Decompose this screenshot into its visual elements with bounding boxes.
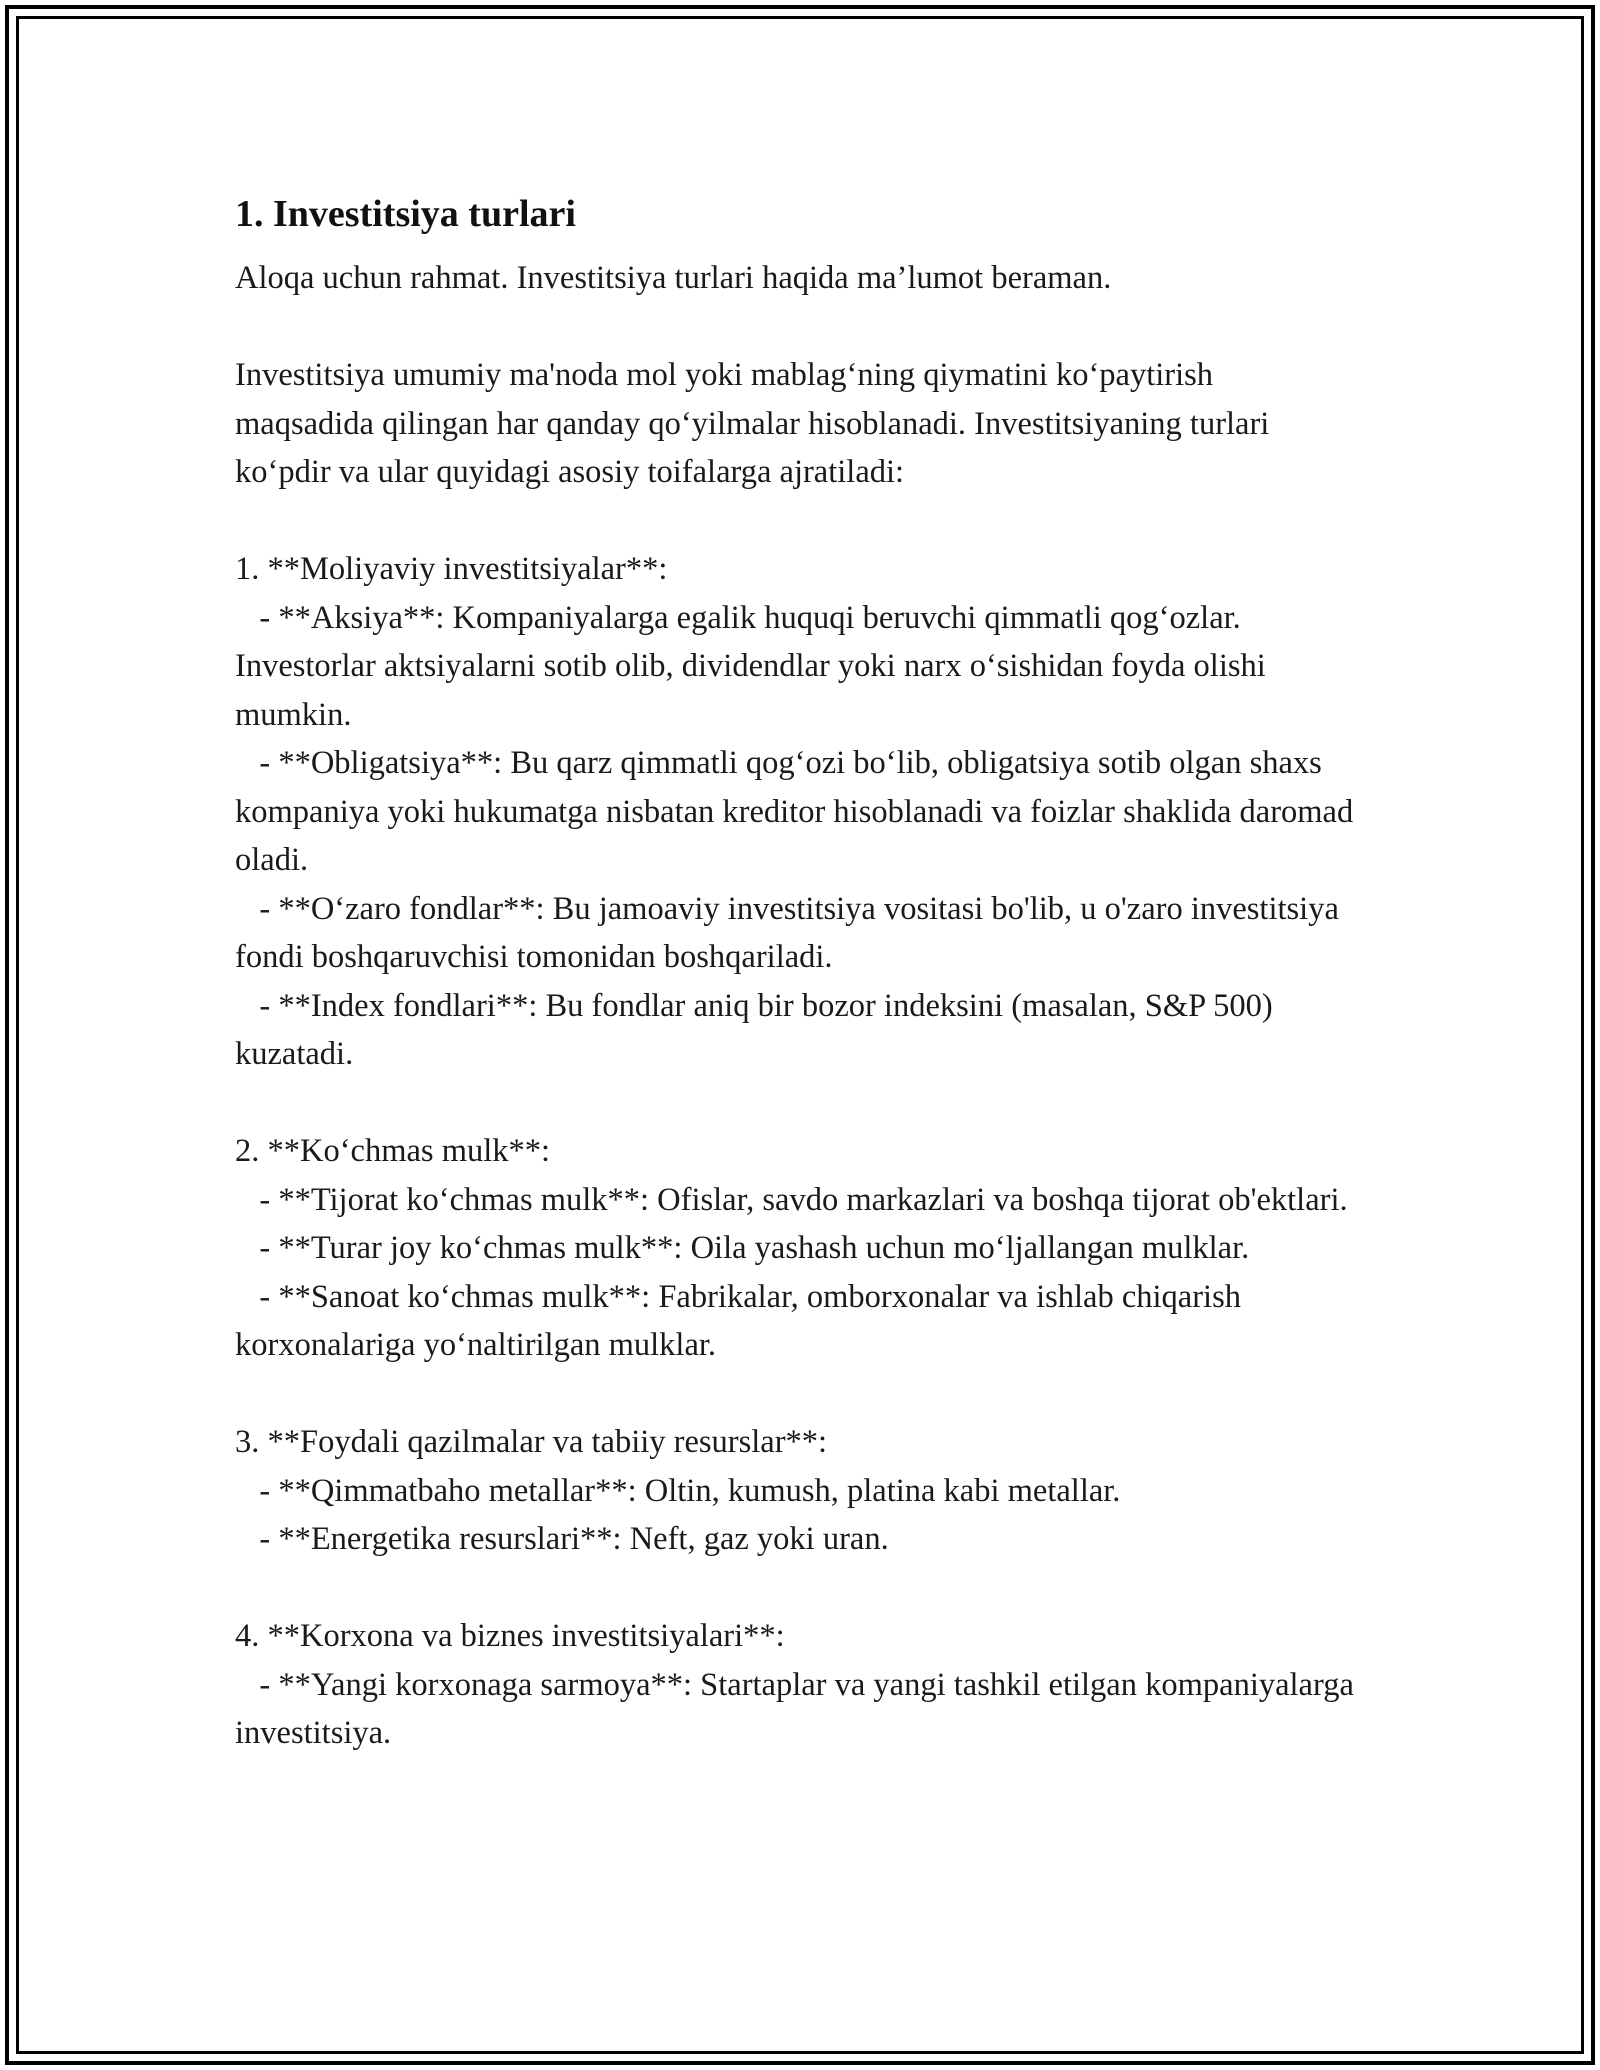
list-item: - **Turar joy ko‘chmas mulk**: Oila yashash uchun mo‘ljallangan mulklar. (235, 1230, 1250, 1266)
definition-paragraph: Investitsiya umumiy ma'noda mol yoki mablag‘ning qiymatini ko‘paytirish maqsadida qilingan har qanday qo‘yilmalar hisoblanadi. Investitsiyaning turlari ko‘pdir va ular quyidagi asosiy toifalarga ajratiladi: (235, 357, 1278, 490)
list-item: - **Yangi korxonaga sarmoya**: Startaplar va yangi tashkil etilgan kompaniyalarga investitsiya. (235, 1666, 1363, 1751)
intro-paragraph: Aloqa uchun rahmat. Investitsiya turlari haqida ma’lumot beraman. (235, 260, 1112, 296)
list-item: - **Tijorat ko‘chmas mulk**: Ofislar, savdo markazlari va boshqa tijorat ob'ektlari. (235, 1181, 1348, 1218)
list-item: - **Sanoat ko‘chmas mulk**: Fabrikalar, omborxonalar va ishlab chiqarish korxonalariga yo‘naltirilgan mulklar. (235, 1278, 1250, 1363)
document-title: 1. Investitsiya turlari (235, 193, 576, 235)
section-natural-resources (235, 1418, 1355, 1564)
list-item: - **O‘zaro fondlar**: Bu jamoaviy investitsiya vositasi bo'lib, u o'zaro investitsiya fondi boshqaruvchisi tomonidan boshqariladi. (235, 890, 1347, 975)
list-item: - **Aksiya**: Kompaniyalarga egalik huquqi beruvchi qimmatli qog‘ozlar. Investorlar aktsiyalarni sotib olib, dividendlar yoki narx o‘sishidan foyda olishi mumkin. (235, 599, 1274, 733)
section-heading: 2. **Ko‘chmas mulk**: (235, 1133, 551, 1169)
document-body (235, 188, 1363, 1758)
section-heading: 1. **Moliyaviy investitsiyalar**: (235, 551, 668, 587)
list-item: - **Obligatsiya**: Bu qarz qimmatli qog‘ozi bo‘lib, obligatsiya sotib olgan shaxs kompaniya yoki hukumatga nisbatan kreditor hisoblanadi va foizlar shaklida daromad oladi. (235, 745, 1362, 878)
section-real-estate (235, 1127, 1355, 1370)
list-item: - **Energetika resurslari**: Neft, gaz yoki uran. (235, 1521, 889, 1557)
list-item: - **Index fondlari**: Bu fondlar aniq bir bozor indeksini (masalan, S&P 500) kuzatadi. (235, 987, 1281, 1072)
section-financial (235, 545, 1362, 1079)
section-business (235, 1612, 1363, 1758)
section-heading: 4. **Korxona va biznes investitsiyalari**: (235, 1618, 785, 1654)
list-item: - **Qimmatbaho metallar**: Oltin, kumush, platina kabi metallar. (235, 1472, 1121, 1509)
section-heading: 3. **Foydali qazilmalar va tabiiy resurslar**: (235, 1424, 828, 1460)
